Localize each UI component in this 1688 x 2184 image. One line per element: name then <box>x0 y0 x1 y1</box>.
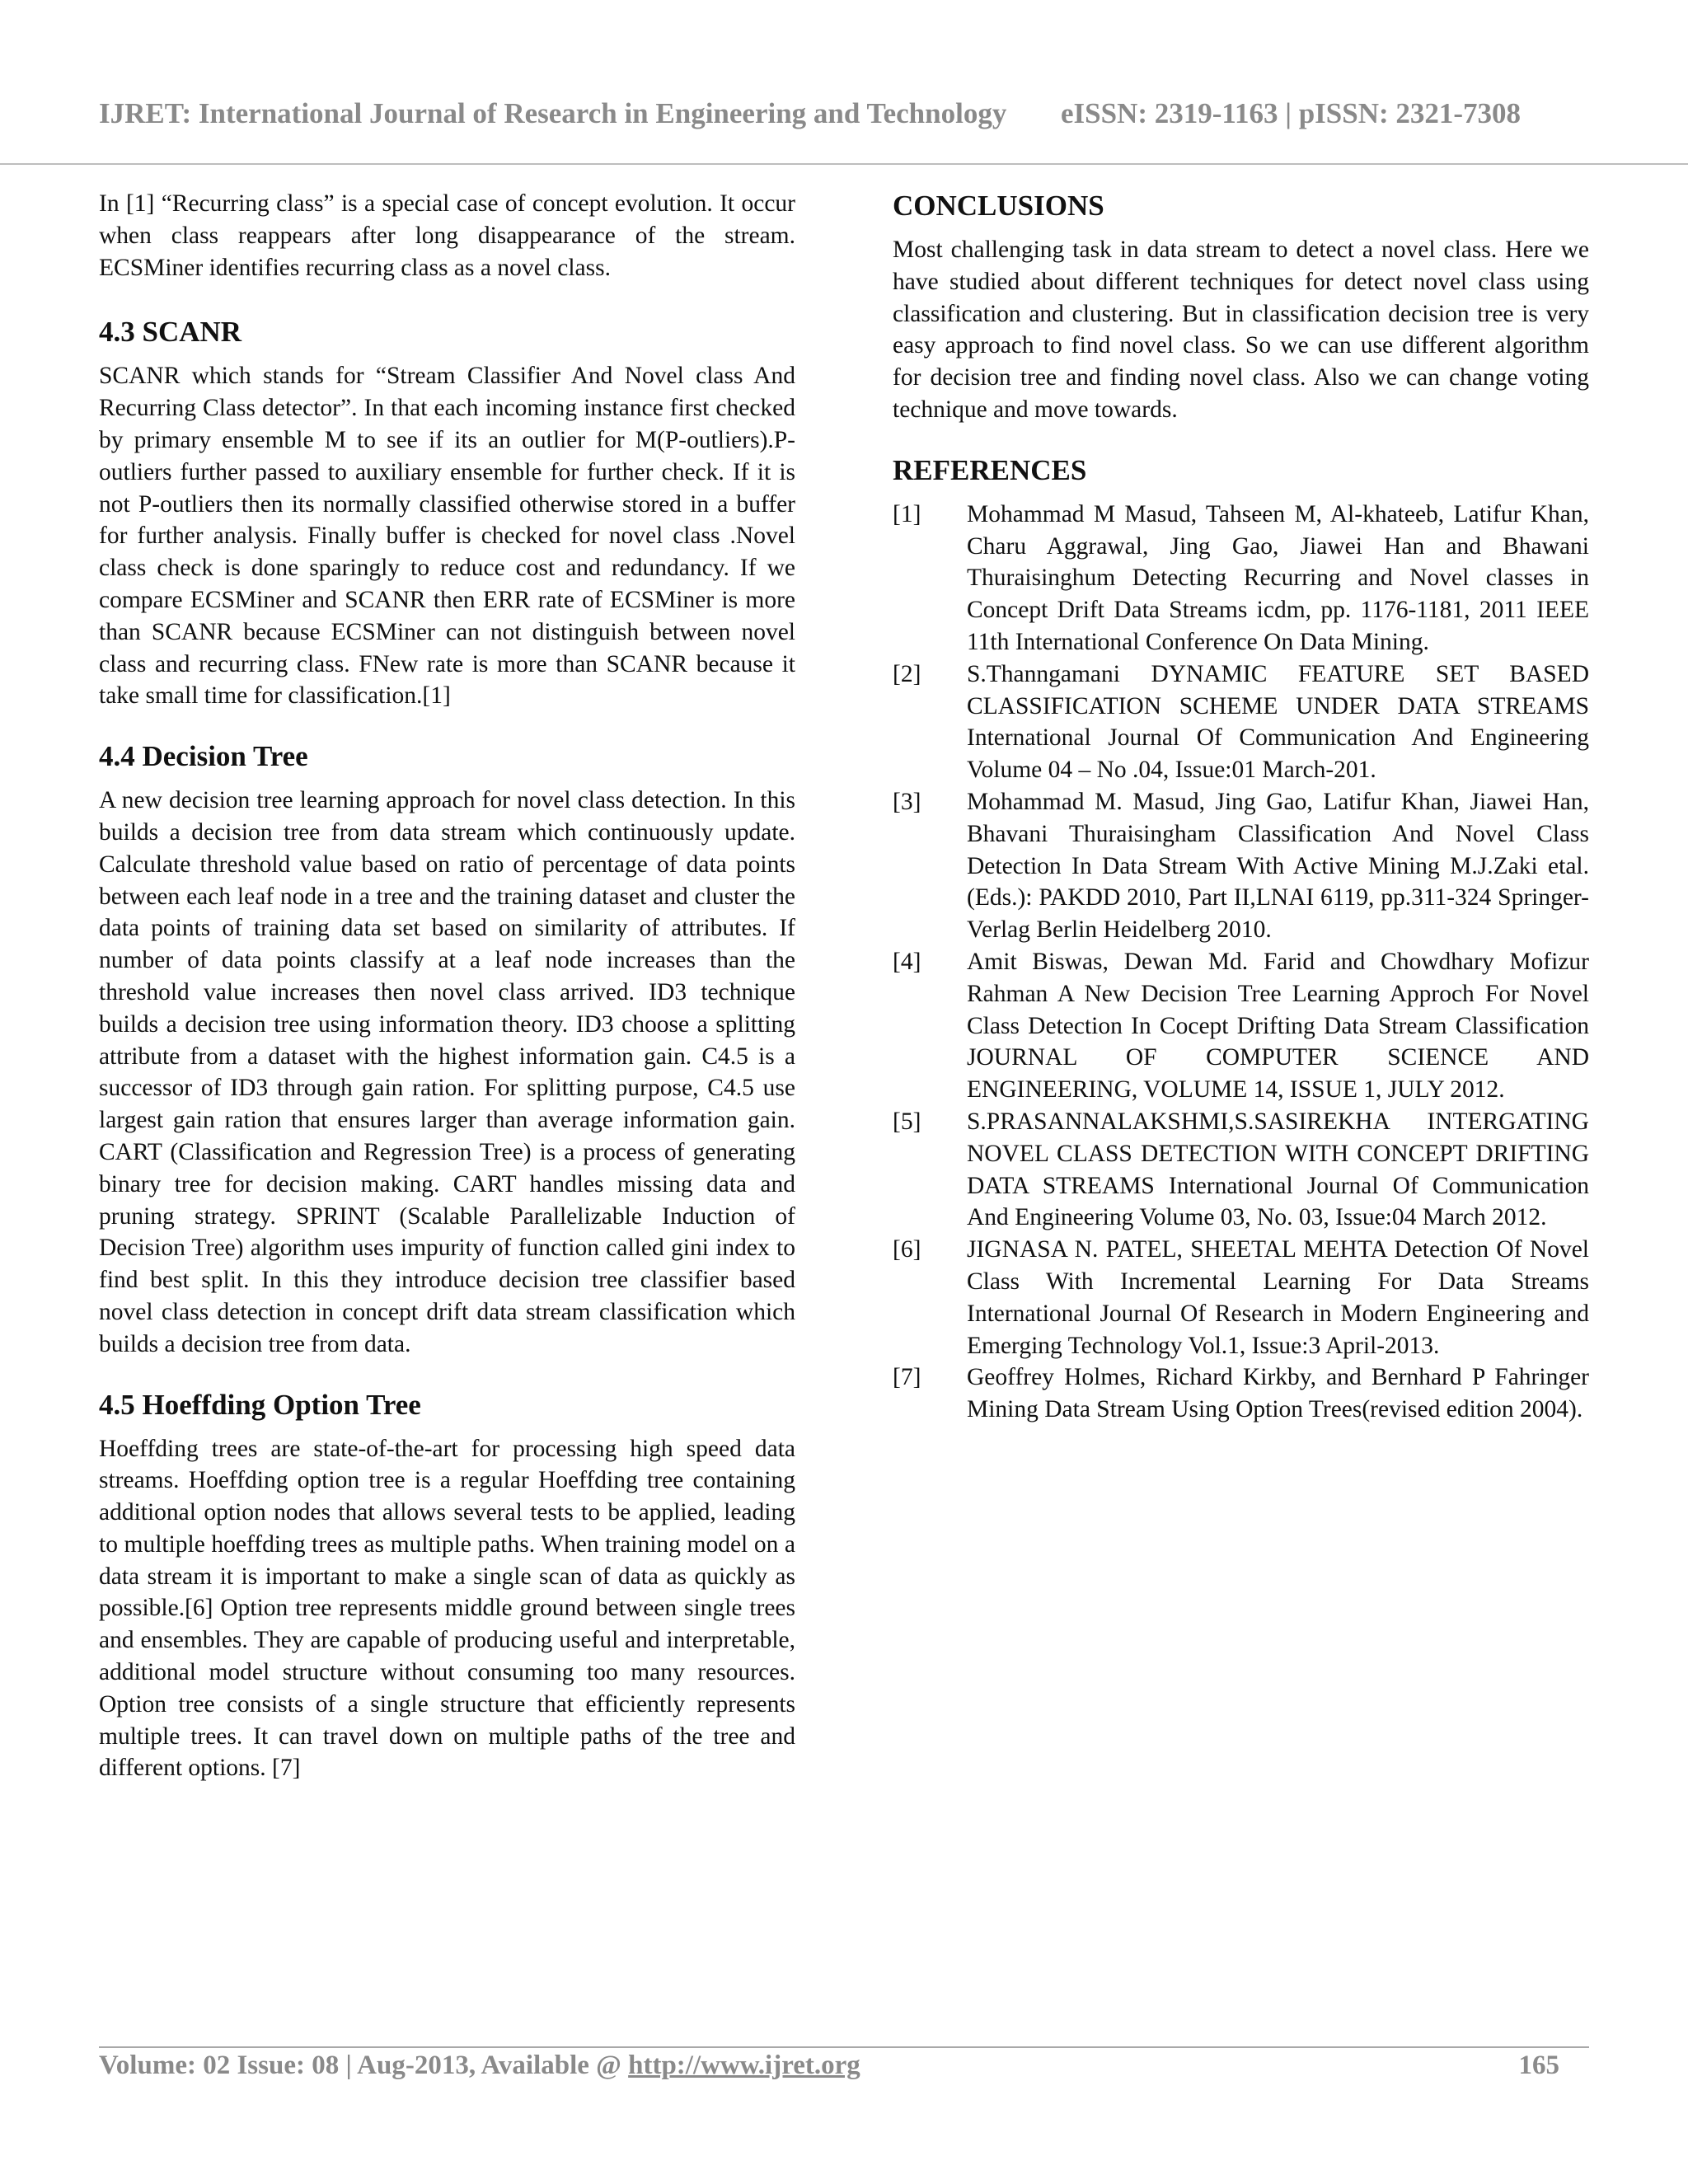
journal-link[interactable]: http://www.ijret.org <box>628 2050 860 2080</box>
issn-info: eISSN: 2319-1163 | pISSN: 2321-7308 <box>1061 97 1522 129</box>
reference-item <box>893 786 1589 946</box>
section-heading-scanr: 4.3 SCANR <box>99 316 242 349</box>
reference-number: [7] <box>893 1364 921 1391</box>
conclusions-paragraph: Most challenging task in data stream to detect a novel class. Here we have studied about different techniques for detect novel class using classification and clustering. But in classification decision tree is very easy approach to find novel class. So we can use different algorithm for decision tree and finding novel class. Also we can change voting technique and move towards. <box>893 237 1589 423</box>
reference-item <box>893 1106 1589 1234</box>
reference-item <box>893 499 1589 658</box>
left-column <box>99 188 795 1784</box>
reference-text: S.PRASANNALAKSHMI,S.SASIREKHA INTERGATING NOVEL CLASS DETECTION WITH CONCEPT DRIFTING DATA STREAMS International Journal Of Communication And Engineering Volume 03, No. 03, Issue:04 March 2012. <box>967 1108 1589 1231</box>
reference-text: Mohammad M Masud, Tahseen M, Al-khateeb, Latifur Khan, Charu Aggrawal, Jing Gao, Jiawei Han and Bhawani Thuraisinghum Detecting Recurring and Novel classes in Concept Drift Data Streams icdm, pp. 1176-1181, 2011 IEEE 11th International Conference On Data Mining. <box>967 500 1589 655</box>
reference-number: [3] <box>893 788 921 815</box>
reference-number: [4] <box>893 948 921 975</box>
volume-info: Volume: 02 Issue: 08 | Aug-2013, Available @ <box>99 2050 629 2080</box>
footer-rule <box>99 2046 1589 2048</box>
section-heading-hoeffding: 4.5 Hoeffding Option Tree <box>99 1388 421 1421</box>
reference-number: [5] <box>893 1108 921 1135</box>
reference-item <box>893 1234 1589 1361</box>
reference-text: JIGNASA N. PATEL, SHEETAL MEHTA Detection Of Novel Class With Incremental Learning For Data Streams International Journal Of Research in Modern Engineering and Emerging Technology Vol.1, Issue:3 April-2013. <box>967 1236 1589 1359</box>
right-column <box>893 188 1589 1426</box>
reference-list <box>893 499 1589 1426</box>
header-rule <box>0 163 1688 165</box>
section-heading-decision-tree: 4.4 Decision Tree <box>99 740 308 773</box>
reference-text: Amit Biswas, Dewan Md. Farid and Chowdhary Mofizur Rahman A New Decision Tree Learning Approch For Novel Class Detection In Cocept Drifting Data Stream Classification JOURNAL OF COMPUTER SCIENCE AND ENGINEERING, VOLUME 14, ISSUE 1, JULY 2012. <box>967 948 1589 1104</box>
reference-item <box>893 946 1589 1106</box>
scanr-paragraph: SCANR which stands for “Stream Classifier And Novel class And Recurring Class detector”. In that each incoming instance first checked by primary ensemble M to see if its an outlier for M(P-outliers).P-outliers further passed to auxiliary ensemble for further check. If it is not P-outliers then its normally classified otherwise stored in a buffer for further analysis. Finally buffer is checked for novel class .Novel class check is done sparingly to reduce cost and redundancy. If we compare ECSMiner and SCANR then ERR rate of ECSMiner is more than SCANR because ECSMiner can not distinguish between novel class and recurring class. FNew rate is more than SCANR because it take small time for classification.[1] <box>99 363 795 710</box>
reference-number: [1] <box>893 500 921 527</box>
hoeffding-paragraph: Hoeffding trees are state-of-the-art for processing high speed data streams. Hoeffding option tree is a regular Hoeffding tree containing additional option nodes that allows several tests to be applied, leading to multiple hoeffding trees as multiple paths. When training model on a data stream it is important to make a single scan of data as quickly as possible.[6] Option tree represents middle ground between single trees and ensembles. They are capable of producing useful and interpretable, additional model structure without consuming too many resources. Option tree consists of a single structure that efficiently represents multiple trees. It can travel down on multiple paths of the tree and different options. [7] <box>99 1435 795 1782</box>
reference-number: [2] <box>893 660 921 687</box>
journal-title: IJRET: International Journal of Research in Engineering and Technology <box>99 97 1007 129</box>
reference-text: Geoffrey Holmes, Richard Kirkby, and Bernhard P Fahringer Mining Data Stream Using Option Trees(revised edition 2004). <box>967 1364 1589 1423</box>
section-heading-conclusions: CONCLUSIONS <box>893 190 1104 222</box>
reference-text: Mohammad M. Masud, Jing Gao, Latifur Khan, Jiawei Han, Bhavani Thuraisingham Classification And Novel Class Detection In Data Stream With Active Mining M.J.Zaki etal.(Eds.): PAKDD 2010, Part II,LNAI 6119, pp.311-324 Springer- Verlag Berlin Heidelberg 2010. <box>967 788 1589 944</box>
reference-number: [6] <box>893 1236 921 1263</box>
page-header <box>99 97 1589 130</box>
decision-tree-paragraph: A new decision tree learning approach for novel class detection. In this builds a decision tree from data stream which continuously update. Calculate threshold value based on ratio of percentage of data points between each leaf node in a tree and the training dataset and cluster the data points of training data set based on similarity of attributes. If number of data points classify at a leaf node increases than the threshold value increases then novel class arrived. ID3 technique builds a decision tree using information theory. ID3 choose a splitting attribute from a dataset with the highest information gain. C4.5 is a successor of ID3 through gain ration. For splitting purpose, C4.5 use largest gain ration that ensures larger than average information gain. CART (Classification and Regression Tree) is a process of generating binary tree for decision making. CART handles missing data and pruning strategy. SPRINT (Scalable Parallelizable Induction of Decision Tree) algorithm uses impurity of function called gini index to find best split. In this they introduce decision tree classifier based novel class detection in concept drift data stream classification which builds a decision tree from data. <box>99 787 795 1357</box>
intro-paragraph: In [1] “Recurring class” is a special case of concept evolution. It occur when class reappears after long disappearance of the stream. ECSMiner identifies recurring class as a novel class. <box>99 190 795 281</box>
page-footer <box>99 2050 1589 2081</box>
section-heading-references: REFERENCES <box>893 453 1087 486</box>
reference-text: S.Thanngamani DYNAMIC FEATURE SET BASED CLASSIFICATION SCHEME UNDER DATA STREAMS International Journal Of Communication And Engineering Volume 04 – No .04, Issue:01 March-201. <box>967 660 1589 784</box>
reference-item <box>893 658 1589 786</box>
reference-item <box>893 1361 1589 1426</box>
page-number: 165 <box>1518 2050 1559 2080</box>
